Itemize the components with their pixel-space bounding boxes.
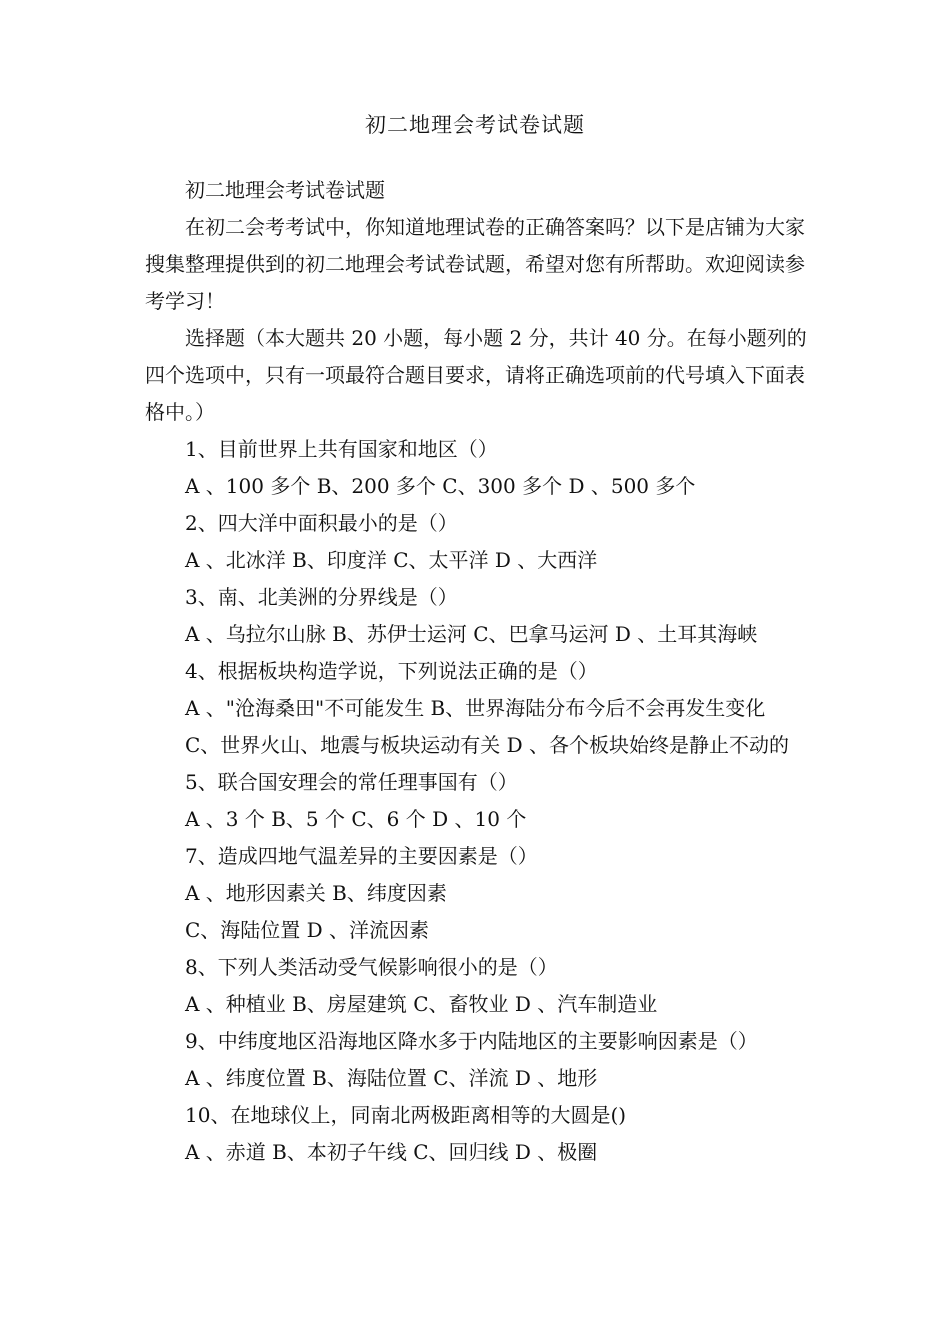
- options-4-ab: A 、"沧海桑田"不可能发生 B、世界海陆分布今后不会再发生变化: [185, 696, 766, 720]
- options-9: A 、纬度位置 B、海陆位置 C、洋流 D 、地形: [185, 1066, 598, 1090]
- options-8: A 、种植业 B、房屋建筑 C、畜牧业 D 、汽车制造业: [185, 992, 658, 1016]
- question-3: 3、南、北美洲的分界线是（）: [185, 585, 458, 609]
- question-10: 10、在地球仪上，同南北两极距离相等的大圆是(): [185, 1103, 627, 1127]
- options-2: A 、北冰洋 B、印度洋 C、太平洋 D 、大西洋: [185, 548, 598, 572]
- question-9: 9、中纬度地区沿海地区降水多于内陆地区的主要影响因素是（）: [185, 1029, 758, 1053]
- options-1: A 、100 多个 B、200 多个 C、300 多个 D 、500 多个: [185, 474, 696, 498]
- options-7-cd: C、海陆位置 D 、洋流因素: [185, 918, 430, 942]
- question-5: 5、联合国安理会的常任理事国有（）: [185, 770, 518, 794]
- document-body: [145, 172, 820, 1171]
- document-title: 初二地理会考试卷试题: [365, 113, 585, 137]
- options-5: A 、3 个 B、5 个 C、6 个 D 、10 个: [185, 807, 527, 831]
- question-2: 2、四大洋中面积最小的是（）: [185, 511, 458, 535]
- question-4: 4、根据板块构造学说，下列说法正确的是（）: [185, 659, 598, 683]
- paragraph-intro: 在初二会考考试中，你知道地理试卷的正确答案吗？以下是店铺为大家搜集整理提供到的初二地理会考试卷试题，希望对您有所帮助。欢迎阅读参考学习！: [145, 215, 805, 313]
- paragraph-heading: 初二地理会考试卷试题: [185, 178, 385, 202]
- question-8: 8、下列人类活动受气候影响很小的是（）: [185, 955, 558, 979]
- paragraph-instructions: 选择题（本大题共 20 小题，每小题 2 分，共计 40 分。在每小题列的四个选项中，只有一项最符合题目要求，请将正确选项前的代号填入下面表格中。）: [145, 326, 807, 424]
- question-7: 7、造成四地气温差异的主要因素是（）: [185, 844, 538, 868]
- options-4-cd: C、世界火山、地震与板块运动有关 D 、各个板块始终是静止不动的: [185, 733, 790, 757]
- options-10: A 、赤道 B、本初子午线 C、回归线 D 、极圈: [185, 1140, 598, 1164]
- question-1: 1、目前世界上共有国家和地区（）: [185, 437, 498, 461]
- options-3: A 、乌拉尔山脉 B、苏伊士运河 C、巴拿马运河 D 、土耳其海峡: [185, 622, 758, 646]
- options-7-ab: A 、地形因素关 B、纬度因素: [185, 881, 447, 905]
